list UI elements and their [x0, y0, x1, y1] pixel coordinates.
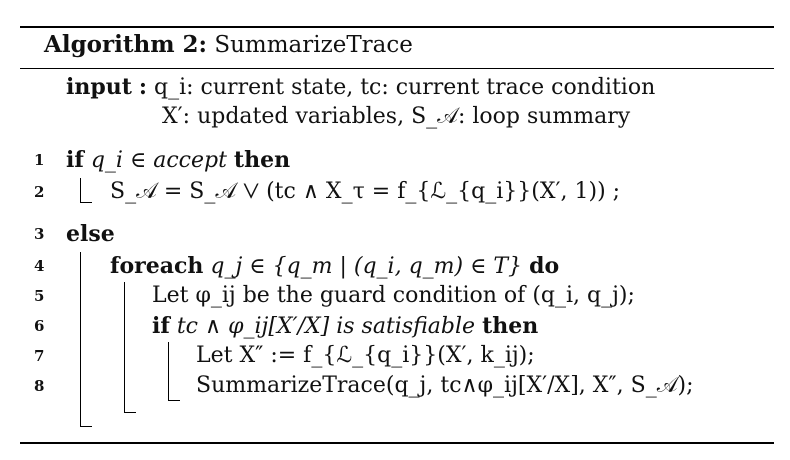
- foreach-condition: q_j ∈ {q_m | (q_i, q_m) ∈ T}: [210, 254, 523, 279]
- algo-line-4: [110, 252, 559, 281]
- then-keyword: then: [482, 313, 539, 339]
- input-line-1: q_i: current state, tc: current trace condition: [154, 75, 656, 100]
- do-keyword: do: [529, 253, 560, 279]
- line-number: 4: [34, 257, 45, 275]
- if-block-bar: [80, 178, 81, 202]
- algo-line-1: [66, 146, 290, 175]
- input-block: [66, 72, 656, 129]
- if-condition: q_i ∈ accept: [90, 148, 227, 173]
- algorithm-caption: [44, 30, 413, 60]
- algo-line-7: Let X″ := f_{ℒ_{q_i}}(X′, k_ij);: [196, 343, 535, 368]
- top-rule: [20, 26, 774, 28]
- algo-line-3: [66, 220, 115, 249]
- foreach-block-bar: [124, 282, 125, 412]
- line-number: 6: [34, 317, 45, 335]
- input-keyword: input: [66, 74, 132, 100]
- input-line-2: X′: updated variables, S_𝒜: loop summary: [162, 104, 631, 129]
- line-number: 2: [34, 183, 45, 201]
- foreach-keyword: foreach: [110, 253, 204, 279]
- line-number: 5: [34, 287, 45, 305]
- inner-if-block-end: [168, 400, 180, 401]
- line-number: 8: [34, 377, 45, 395]
- if-keyword: if: [66, 147, 84, 173]
- then-keyword: then: [233, 147, 291, 173]
- else-keyword: else: [66, 221, 115, 247]
- line-number: 1: [34, 151, 45, 169]
- inner-if-block-bar: [168, 342, 169, 400]
- if-condition: tc ∧ φ_ij[X′/X] is satisfiable: [176, 314, 476, 339]
- algo-line-8: SummarizeTrace(q_j, tc∧φ_ij[X′/X], X″, S_𝒜);: [196, 373, 694, 398]
- else-block-bar: [80, 252, 81, 426]
- title-rule: [20, 68, 774, 69]
- if-keyword: if: [152, 313, 170, 339]
- line-number: 3: [34, 225, 45, 243]
- algo-line-2: S_𝒜 = S_𝒜 ⋁ (tc ∧ X_τ = f_{ℒ_{q_i}}(X′, 1)) ;: [110, 179, 621, 204]
- input-colon: :: [138, 74, 148, 100]
- if-block-end: [80, 202, 92, 203]
- line-number: 7: [34, 347, 45, 365]
- algorithm-label: Algorithm 2:: [44, 31, 208, 58]
- algo-line-5: Let φ_ij be the guard condition of (q_i, q_j);: [152, 283, 635, 308]
- algo-line-6: [152, 312, 538, 341]
- else-block-end: [80, 426, 92, 427]
- bottom-rule: [20, 442, 774, 444]
- foreach-block-end: [124, 412, 136, 413]
- algorithm-name: SummarizeTrace: [214, 32, 413, 58]
